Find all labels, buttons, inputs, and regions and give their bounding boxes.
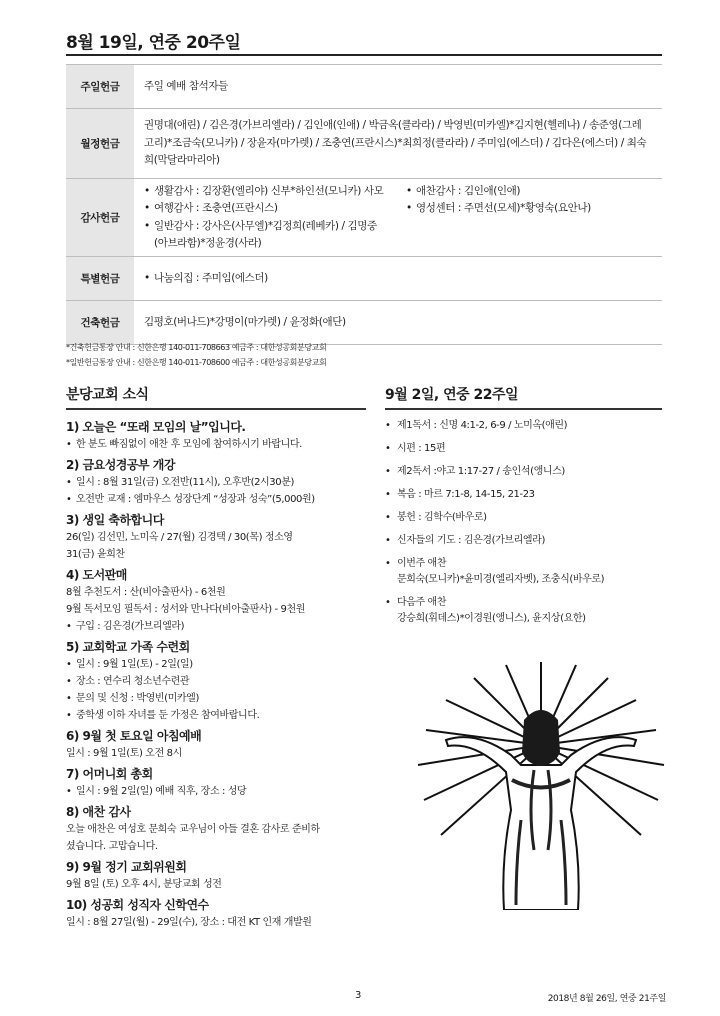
news-section-title: 분당교회 소식 [66, 387, 149, 403]
offering-row-monthly [66, 109, 662, 179]
news-heading: 8) 애찬 감사 [66, 805, 131, 819]
news-item [66, 727, 366, 762]
next-sunday-divider [385, 408, 662, 410]
header-divider [66, 54, 662, 56]
offering-line: 희(막달라마리아) [144, 154, 220, 167]
offering-category: 감사헌금 [66, 179, 134, 257]
liturgy-item: • 다음주 애찬 강승희(휘데스)*이경원(앵니스), 윤지상(요한) [385, 595, 665, 627]
news-bullet: • 일시 : 9월 1일(토) - 2일(일) [66, 656, 366, 673]
news-bullet: • 장소 : 연수리 청소년수련관 [66, 673, 366, 690]
liturgy-item-detail: 강승희(휘데스)*이경원(앵니스), 윤지상(요한) [397, 613, 586, 624]
offering-bullet: • 애찬감사 : 김인애(인애) [406, 183, 652, 201]
bank-note: *건축헌금통장 안내 : 신한은행 140-011-708663 예금주 : 대한성공회분당교회 [66, 343, 327, 352]
offering-line: 권명대(애린) / 김은경(가브리엘라) / 김인애(인애) / 박금옥(클라라) / 박영빈(미카엘)*김지현(헬레나) / 송준영(그레 [144, 119, 642, 132]
news-bullet: • 구입 : 김은경(가브리엘라) [66, 618, 366, 635]
news-heading: 9) 9월 정기 교회위원회 [66, 860, 187, 874]
news-heading: 5) 교회학교 가족 수련회 [66, 640, 190, 654]
offering-row-sunday [66, 65, 662, 109]
offering-row-building [66, 301, 662, 345]
news-item [66, 456, 366, 508]
offering-category: 월정헌금 [66, 109, 134, 179]
figure-silhouette [446, 710, 636, 910]
offering-category: 특별헌금 [66, 257, 134, 301]
news-line: 셨습니다. 고맙습니다. [66, 841, 158, 852]
news-heading: 1) 오늘은 “또래 모임의 날”입니다. [66, 420, 246, 434]
news-line: 31(금) 윤희찬 [66, 549, 125, 560]
news-line: 26(일) 김선민, 노미옥 / 27(월) 김경택 / 30(목) 정소영 [66, 532, 293, 543]
news-item [66, 566, 366, 635]
news-heading: 10) 성공회 성직자 신학연수 [66, 898, 209, 912]
news-item [66, 638, 366, 724]
news-item [66, 858, 366, 893]
page-title: 8월 19일, 연중 20주일 [66, 33, 241, 53]
news-line: 일시 : 9월 1일(토) 오전 8시 [66, 748, 182, 759]
offering-category: 주일헌금 [66, 65, 134, 109]
offering-row-thanks [66, 179, 662, 257]
next-sunday-title: 9월 2일, 연중 22주일 [385, 387, 519, 403]
news-heading: 3) 생일 축하합니다 [66, 513, 164, 527]
news-line: 9월 독서모임 필독서 : 성서와 만나다(비아출판사) - 9천원 [66, 604, 306, 615]
news-bullet: • 오전반 교재 : 엠마우스 성장단계 “성장과 성숙”(5,000원) [66, 491, 366, 508]
news-line: 일시 : 8월 27일(월) - 29일(수), 장소 : 대전 KT 인재 개발원 [66, 917, 312, 928]
news-item [66, 803, 366, 855]
liturgy-item: • 봉헌 : 김학수(바우로) [385, 510, 665, 526]
news-line: 8월 추천도서 : 산(비아출판사) - 6천원 [66, 587, 226, 598]
liturgy-item: • 신자들의 기도 : 김은경(가브리엘라) [385, 533, 665, 549]
news-list [66, 418, 366, 934]
news-bullet: • 일시 : 8월 31일(금) 오전반(11시), 오후반(2시30분) [66, 474, 366, 491]
offering-value: 김평호(버나드)*강명이(마가렛) / 윤정화(애단) [134, 301, 662, 345]
liturgy-item: • 제1독서 : 신명 4:1-2, 6-9 / 노미옥(애린) [385, 418, 665, 434]
offerings-table [66, 64, 662, 345]
offering-value [134, 179, 662, 257]
offering-bullet: • 나눔의집 : 주미임(에스더) [144, 270, 652, 288]
news-bullet: • 중학생 이하 자녀를 둔 가정은 참여바랍니다. [66, 707, 366, 724]
news-heading: 4) 도서판매 [66, 568, 127, 582]
offering-value: 주일 예배 참석자들 [134, 65, 662, 109]
news-heading: 6) 9월 첫 토요일 아침예배 [66, 729, 202, 743]
news-item [66, 418, 366, 453]
bank-note: *일반헌금통장 안내 : 신한은행 140-011-708600 예금주 : 대한성공회분당교회 [66, 357, 327, 367]
news-heading: 2) 금요성경공부 개강 [66, 458, 175, 472]
news-bullet: • 한 분도 빠짐없이 애찬 후 모임에 참여하시기 바랍니다. [66, 436, 366, 453]
offering-bullet-cont: (아브라함)*정윤경(사라) [154, 237, 262, 249]
news-line: 9월 8일 (토) 오후 4시, 분당교회 성전 [66, 879, 222, 890]
offering-bullet: • 영성센터 : 주면선(모세)*황영숙(요안나) [406, 200, 652, 218]
news-item [66, 765, 366, 800]
news-heading: 7) 어머니회 총회 [66, 767, 153, 781]
news-item [66, 511, 366, 563]
offering-bullet: • 여행감사 : 조충연(프란시스) [144, 200, 406, 218]
news-bullet: • 문의 및 신청 : 박영빈(미카엘) [66, 690, 366, 707]
next-sunday-list [385, 418, 665, 634]
news-bullet: • 일시 : 9월 2일(일) 예배 직후, 장소 : 성당 [66, 783, 366, 800]
offering-line: 고리)*조금숙(모니카) / 장윤자(마가렛) / 조충연(프란시스)*최희정(클라라) / 주미임(에스더) / 김다은(에스더) / 최숙 [144, 136, 647, 149]
footer-date: 2018년 8월 26일, 연중 21주일 [547, 994, 666, 1004]
offering-bullet: • 생활감사 : 김장환(엘리야) 신부*하인선(모니카) 사모 [144, 183, 406, 201]
offering-value [134, 109, 662, 179]
page-number: 3 [355, 990, 362, 1001]
offering-bullet: • 일반감사 : 강사은(사무엘)*김정희(레베카) / 김명중 (아브라함)*정윤경(사라) [144, 218, 406, 253]
liturgy-item-detail: 문희숙(모니카)*윤미경(엘리자벳), 조충식(바우로) [397, 574, 605, 585]
news-section-divider [66, 408, 366, 410]
offering-row-special [66, 257, 662, 301]
news-item [66, 896, 366, 931]
bank-account-notes [66, 341, 326, 370]
offering-category: 건축헌금 [66, 301, 134, 345]
liturgy-item: • 복음 : 마르 7:1-8, 14-15, 21-23 [385, 487, 665, 503]
news-line: 오늘 애찬은 여성호 문희숙 교우님이 아들 결혼 감사로 준비하 [66, 824, 320, 835]
liturgy-item: • 시편 : 15편 [385, 441, 665, 457]
offering-value [134, 257, 662, 301]
risen-christ-illustration [416, 660, 666, 910]
liturgy-item: • 이번주 애찬 문희숙(모니카)*윤미경(엘리자벳), 조충식(바우로) [385, 556, 665, 588]
liturgy-item: • 제2독서 :야고 1:17-27 / 송인석(앵니스) [385, 464, 665, 480]
